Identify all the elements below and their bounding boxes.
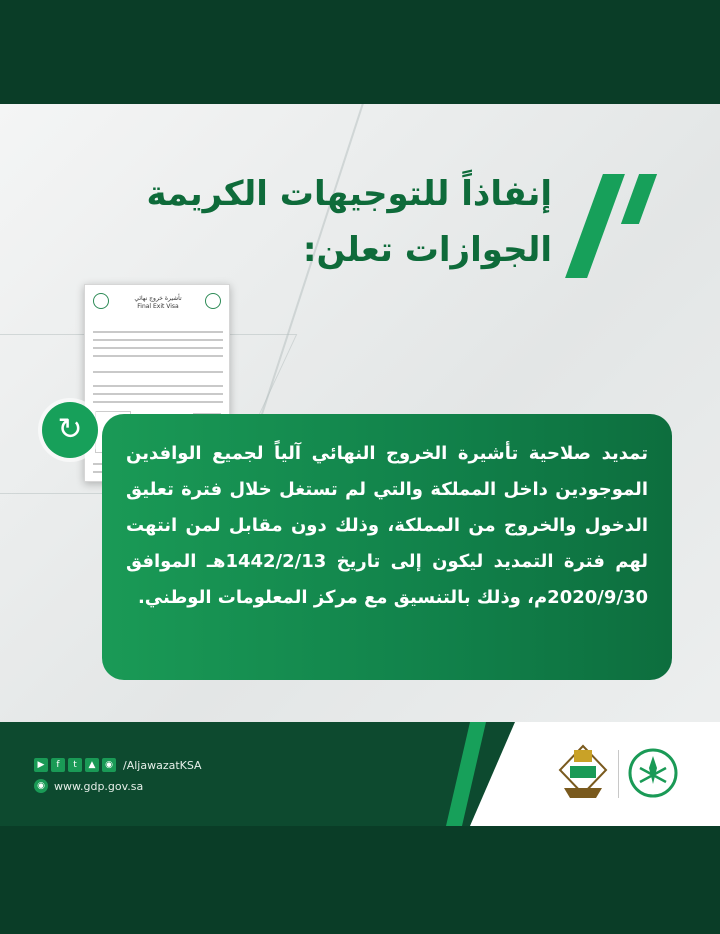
- document-row: [93, 393, 223, 395]
- bottom-band: [0, 826, 720, 934]
- facebook-icon[interactable]: f: [51, 758, 65, 772]
- document-row: [93, 371, 223, 373]
- website-link[interactable]: [34, 778, 143, 794]
- title-line-1: إنفاذاً للتوجيهات الكريمة: [146, 174, 552, 214]
- title-line-2: الجوازات تعلن:: [302, 230, 552, 270]
- document-row: [93, 401, 223, 403]
- refresh-icon: ↻: [42, 402, 98, 458]
- youtube-icon[interactable]: ▶: [34, 758, 48, 772]
- page-title: [72, 166, 552, 278]
- social-handle[interactable]: /AljawazatKSA: [123, 758, 202, 772]
- passports-logo-icon: [556, 744, 610, 802]
- accent-slash: [565, 174, 625, 278]
- document-row: [93, 385, 223, 387]
- announcement-card: [0, 104, 720, 826]
- globe-icon: ◉: [34, 779, 48, 793]
- document-row: [93, 331, 223, 333]
- document-title: تأشيرة خروج نهائي Final Exit Visa: [134, 295, 182, 310]
- instagram-icon[interactable]: ◉: [102, 758, 116, 772]
- snapchat-icon[interactable]: ▲: [85, 758, 99, 772]
- document-row: [93, 355, 223, 357]
- logo-divider: [618, 750, 619, 798]
- accent-slash: [621, 174, 657, 224]
- document-row: [93, 347, 223, 349]
- top-band: [0, 0, 720, 104]
- social-links: [34, 757, 202, 773]
- twitter-icon[interactable]: t: [68, 758, 82, 772]
- website-text[interactable]: www.gdp.gov.sa: [54, 779, 144, 793]
- document-row: [93, 339, 223, 341]
- announcement-text: تمديد صلاحية تأشيرة الخروج النهائي آلياً لجميع الوافدين الموجودين داخل المملكة والتي لم تستغل خلال فترة تعليق الدخول والخروج من المملكة، وذلك دون مقابل لمن انتهت لهم فترة التمديد ليكون إلى تاريخ 1442/2/13هـ الموافق 2020/9/30م، وذلك بالتنسيق مع مركز المعلومات الوطني.: [126, 443, 648, 608]
- announcement-panel: [102, 414, 672, 680]
- saudi-emblem-icon: [628, 748, 678, 798]
